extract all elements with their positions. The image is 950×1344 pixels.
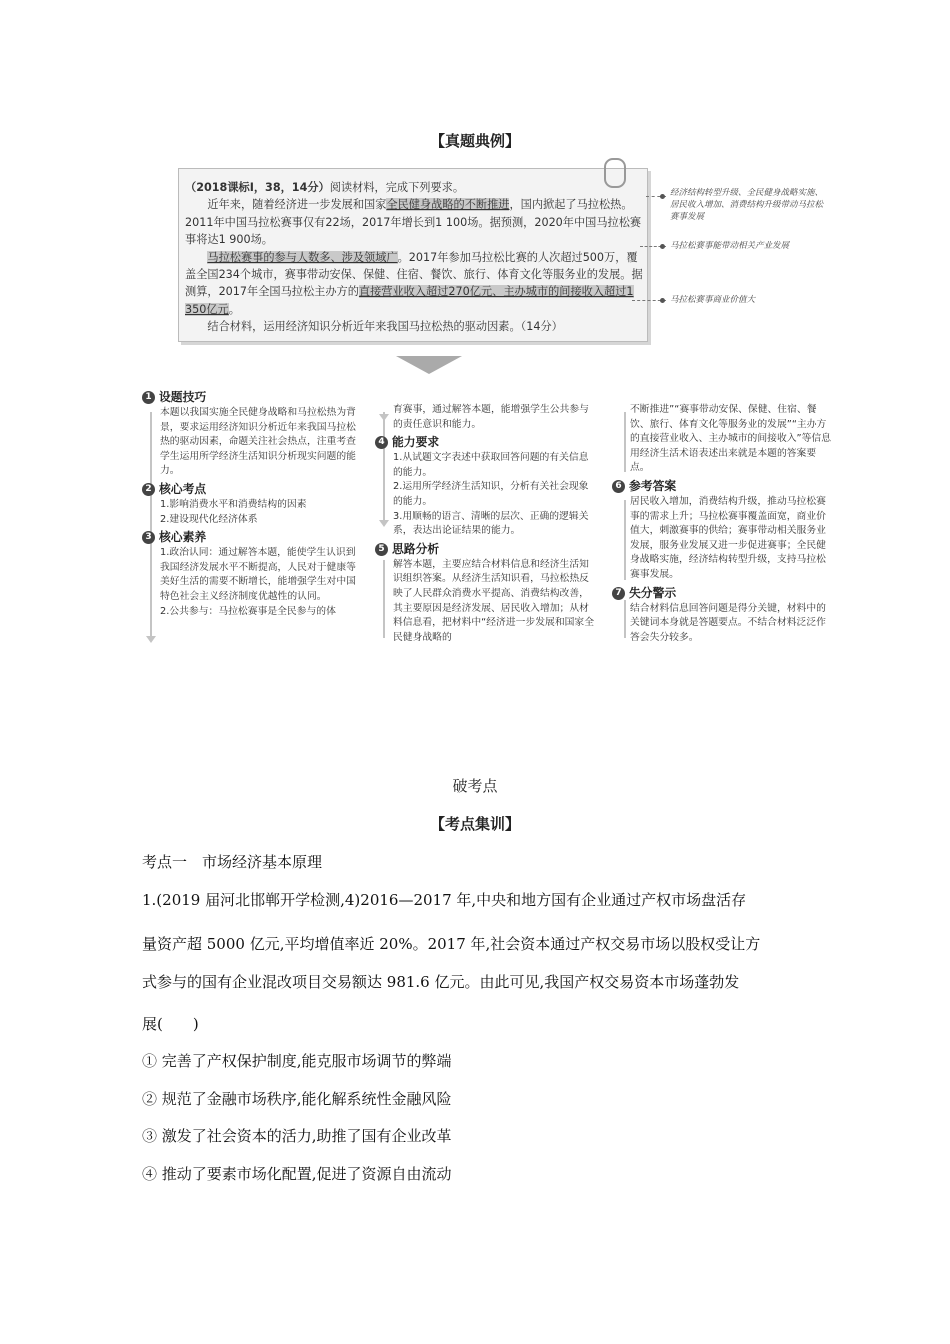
analysis-column-3 [612, 403, 834, 647]
material-card [178, 168, 648, 342]
material-p2-highlight2: 直接营业收入超过270亿元、主办城市的间接收入超过1 350亿元 [185, 285, 634, 316]
kaodian-heading: 考点一 市场经济基本原理 [142, 853, 323, 871]
annotation-2: 马拉松赛事能带动相关产业发展 [670, 241, 790, 251]
material-p2-highlight: 马拉松赛事的参与人数多、涉及领域广 [207, 250, 398, 264]
question-option-1: ① 完善了产权保护制度,能克服市场调节的弊端 [142, 1052, 452, 1070]
material-p1-highlight: 全民健身战略的不断推进 [386, 198, 510, 212]
material-p0 [185, 179, 643, 196]
paperclip-icon [604, 158, 626, 188]
material-p2-c: 。 [228, 302, 240, 316]
number-badge-5: 5 [375, 543, 388, 556]
text-suyang-1: 1.政治认同：通过解答本题，能使学生认识到我国经济发展水平不断提高，人民对于健康等美好生活的需要不断增长，能增强学生对中国特色社会主义经济制度优越性的认同。 [160, 547, 356, 602]
head-silu [375, 541, 597, 558]
annotation-dot-2 [660, 244, 665, 249]
analysis-column-2 [375, 403, 597, 647]
material-p1-b: ，国内掀起了马拉松热。2011年中国马拉松赛事仅有22场，2017年增长到1 100场。据预测，2020年中国马拉松赛事将达1 900场。 [185, 198, 642, 247]
question-option-4: ④ 推动了要素市场化配置,促进了资源自由流动 [142, 1165, 452, 1183]
text-daan: 居民收入增加，消费结构升级，推动马拉松赛事的需求上升；马拉松赛事覆盖面宽，商业价值大，刺激赛事的供给；赛事带动相关服务业发展，服务业发展又进一步促进赛事；全民健身战略实施，经济结构转型升级，支持马拉松赛事发展。 [630, 495, 826, 580]
number-badge-1: 1 [142, 391, 155, 404]
material-p1-a: 近年来，随着经济进一步发展和国家 [207, 198, 387, 212]
question-line-2: 量资产超 5000 亿元,平均增值率近 20%。2017 年,社会资本通过产权交易市场以股权受让方 [142, 935, 761, 953]
text-shifen: 结合材料信息回答问题是得分关键，材料中的关键词本身就是答题要点。不结合材料泛泛作答会失分较多。 [630, 602, 826, 643]
head-hexin-suyang-label: 核心素养 [159, 530, 207, 545]
question-line-3: 式参与的国有企业混改项目交易额达 981.6 亿元。由此可见,我国产权交易资本市场蓬勃发 [142, 973, 740, 991]
question-line-4: 展( ) [142, 1015, 199, 1033]
material-instruction: 阅读材料，完成下列要求。 [329, 181, 465, 194]
head-sheti [142, 389, 364, 406]
material-p1 [185, 196, 643, 248]
head-hexin-kaodian-label: 核心考点 [159, 482, 207, 497]
text-silu-cont: 不断推进”“赛事带动安保、保健、住宿、餐饮、旅行、体育文化等服务业的发展”“主办方的直接营业收入、主办城市的间接收入”等信息用经济生活术语表述出来就是本题的答案要点。 [630, 404, 832, 474]
question-line-1: 1.(2019 届河北邯郸开学检测,4)2016—2017 年,中央和地方国有企业通过产权市场盘活存 [142, 891, 747, 909]
text-suyang-cont: 育赛事，通过解答本题，能增强学生公共参与的责任意识和能力。 [393, 404, 589, 430]
number-badge-3: 3 [142, 531, 155, 544]
analysis-column-1 [142, 389, 364, 621]
text-kaodian-2: 2.建设现代化经济体系 [160, 513, 258, 525]
text-suyang-2: 2.公共参与：马拉松赛事是全民参与的体 [160, 605, 336, 617]
head-nengli-label: 能力要求 [392, 435, 440, 450]
annotation-3: 马拉松赛事商业价值大 [670, 295, 756, 305]
material-p2 [185, 249, 643, 319]
section-title-zhenti: 【真题典例】 [429, 132, 520, 150]
material-p2-b: 。2017年参加马拉松比赛的人次超过500万，覆盖全国234个城市，赛事带动安保、保健、住宿、餐饮、旅行、体育文化等服务业的发展。据测算，2017年全国马拉松主办方的 [185, 250, 643, 299]
text-silu: 解答本题，主要应结合材料信息和经济生活知识组织答案。从经济生活知识看，马拉松热反映了人民群众消费水平提高、消费结构改善，其主要原因是经济发展、居民收入增加；从材料信息看，把材料中“经济进一步发展和国家全民健身战略的 [393, 558, 595, 643]
text-nengli-2: 2.运用所学经济生活知识，分析有关社会现象的能力。 [393, 481, 589, 507]
annotation-dot-3 [660, 298, 665, 303]
number-badge-2: 2 [142, 483, 155, 496]
annotation-dot-1 [660, 194, 665, 199]
number-badge-4: 4 [375, 436, 388, 449]
question-option-3: ③ 激发了社会资本的活力,助推了国有企业改革 [142, 1127, 452, 1145]
head-hexin-kaodian [142, 481, 364, 498]
head-hexin-suyang [142, 529, 364, 546]
text-nengli-1: 1.从试题文字表述中获取回答问题的有关信息的能力。 [393, 452, 589, 478]
number-badge-7: 7 [612, 587, 625, 600]
text-nengli-3: 3.用顺畅的语言、清晰的层次、正确的逻辑关系，表达出论证结果的能力。 [393, 510, 589, 537]
head-shifen-label: 失分警示 [629, 585, 677, 600]
head-nengli [375, 434, 597, 451]
head-cankao-daan [612, 478, 834, 495]
question-option-2: ② 规范了金融市场秩序,能化解系统性金融风险 [142, 1090, 452, 1108]
head-shifen [612, 585, 834, 602]
head-silu-label: 思路分析 [392, 541, 440, 556]
text-kaodian-1: 1.影响消费水平和消费结构的因素 [160, 498, 307, 510]
number-badge-6: 6 [612, 480, 625, 493]
section-title-kaodian-jixun: 【考点集训】 [429, 815, 520, 833]
annotation-1: 经济结构转型升级、全民健身战略实施、居民收入增加、消费结构升级带动马拉松赛事发展 [670, 188, 824, 222]
down-triangle-icon [396, 356, 462, 374]
section-title-pokaodian: 破考点 [452, 777, 498, 795]
material-p3: 结合材料，运用经济知识分析近年来我国马拉松热的驱动因素。（14分） [207, 320, 563, 334]
col1-arrow-down-icon [146, 636, 156, 643]
text-sheti: 本题以我国实施全民健身战略和马拉松热为背景，要求运用经济知识分析近年来我国马拉松热的驱动因素，命题关注社会热点，注重考查学生运用所学经济生活知识分析现实问题的能力。 [160, 407, 356, 477]
head-sheti-label: 设题技巧 [159, 390, 207, 405]
head-cankao-daan-label: 参考答案 [629, 479, 677, 494]
material-source: （2018课标Ⅰ，38，14分） [185, 181, 330, 194]
